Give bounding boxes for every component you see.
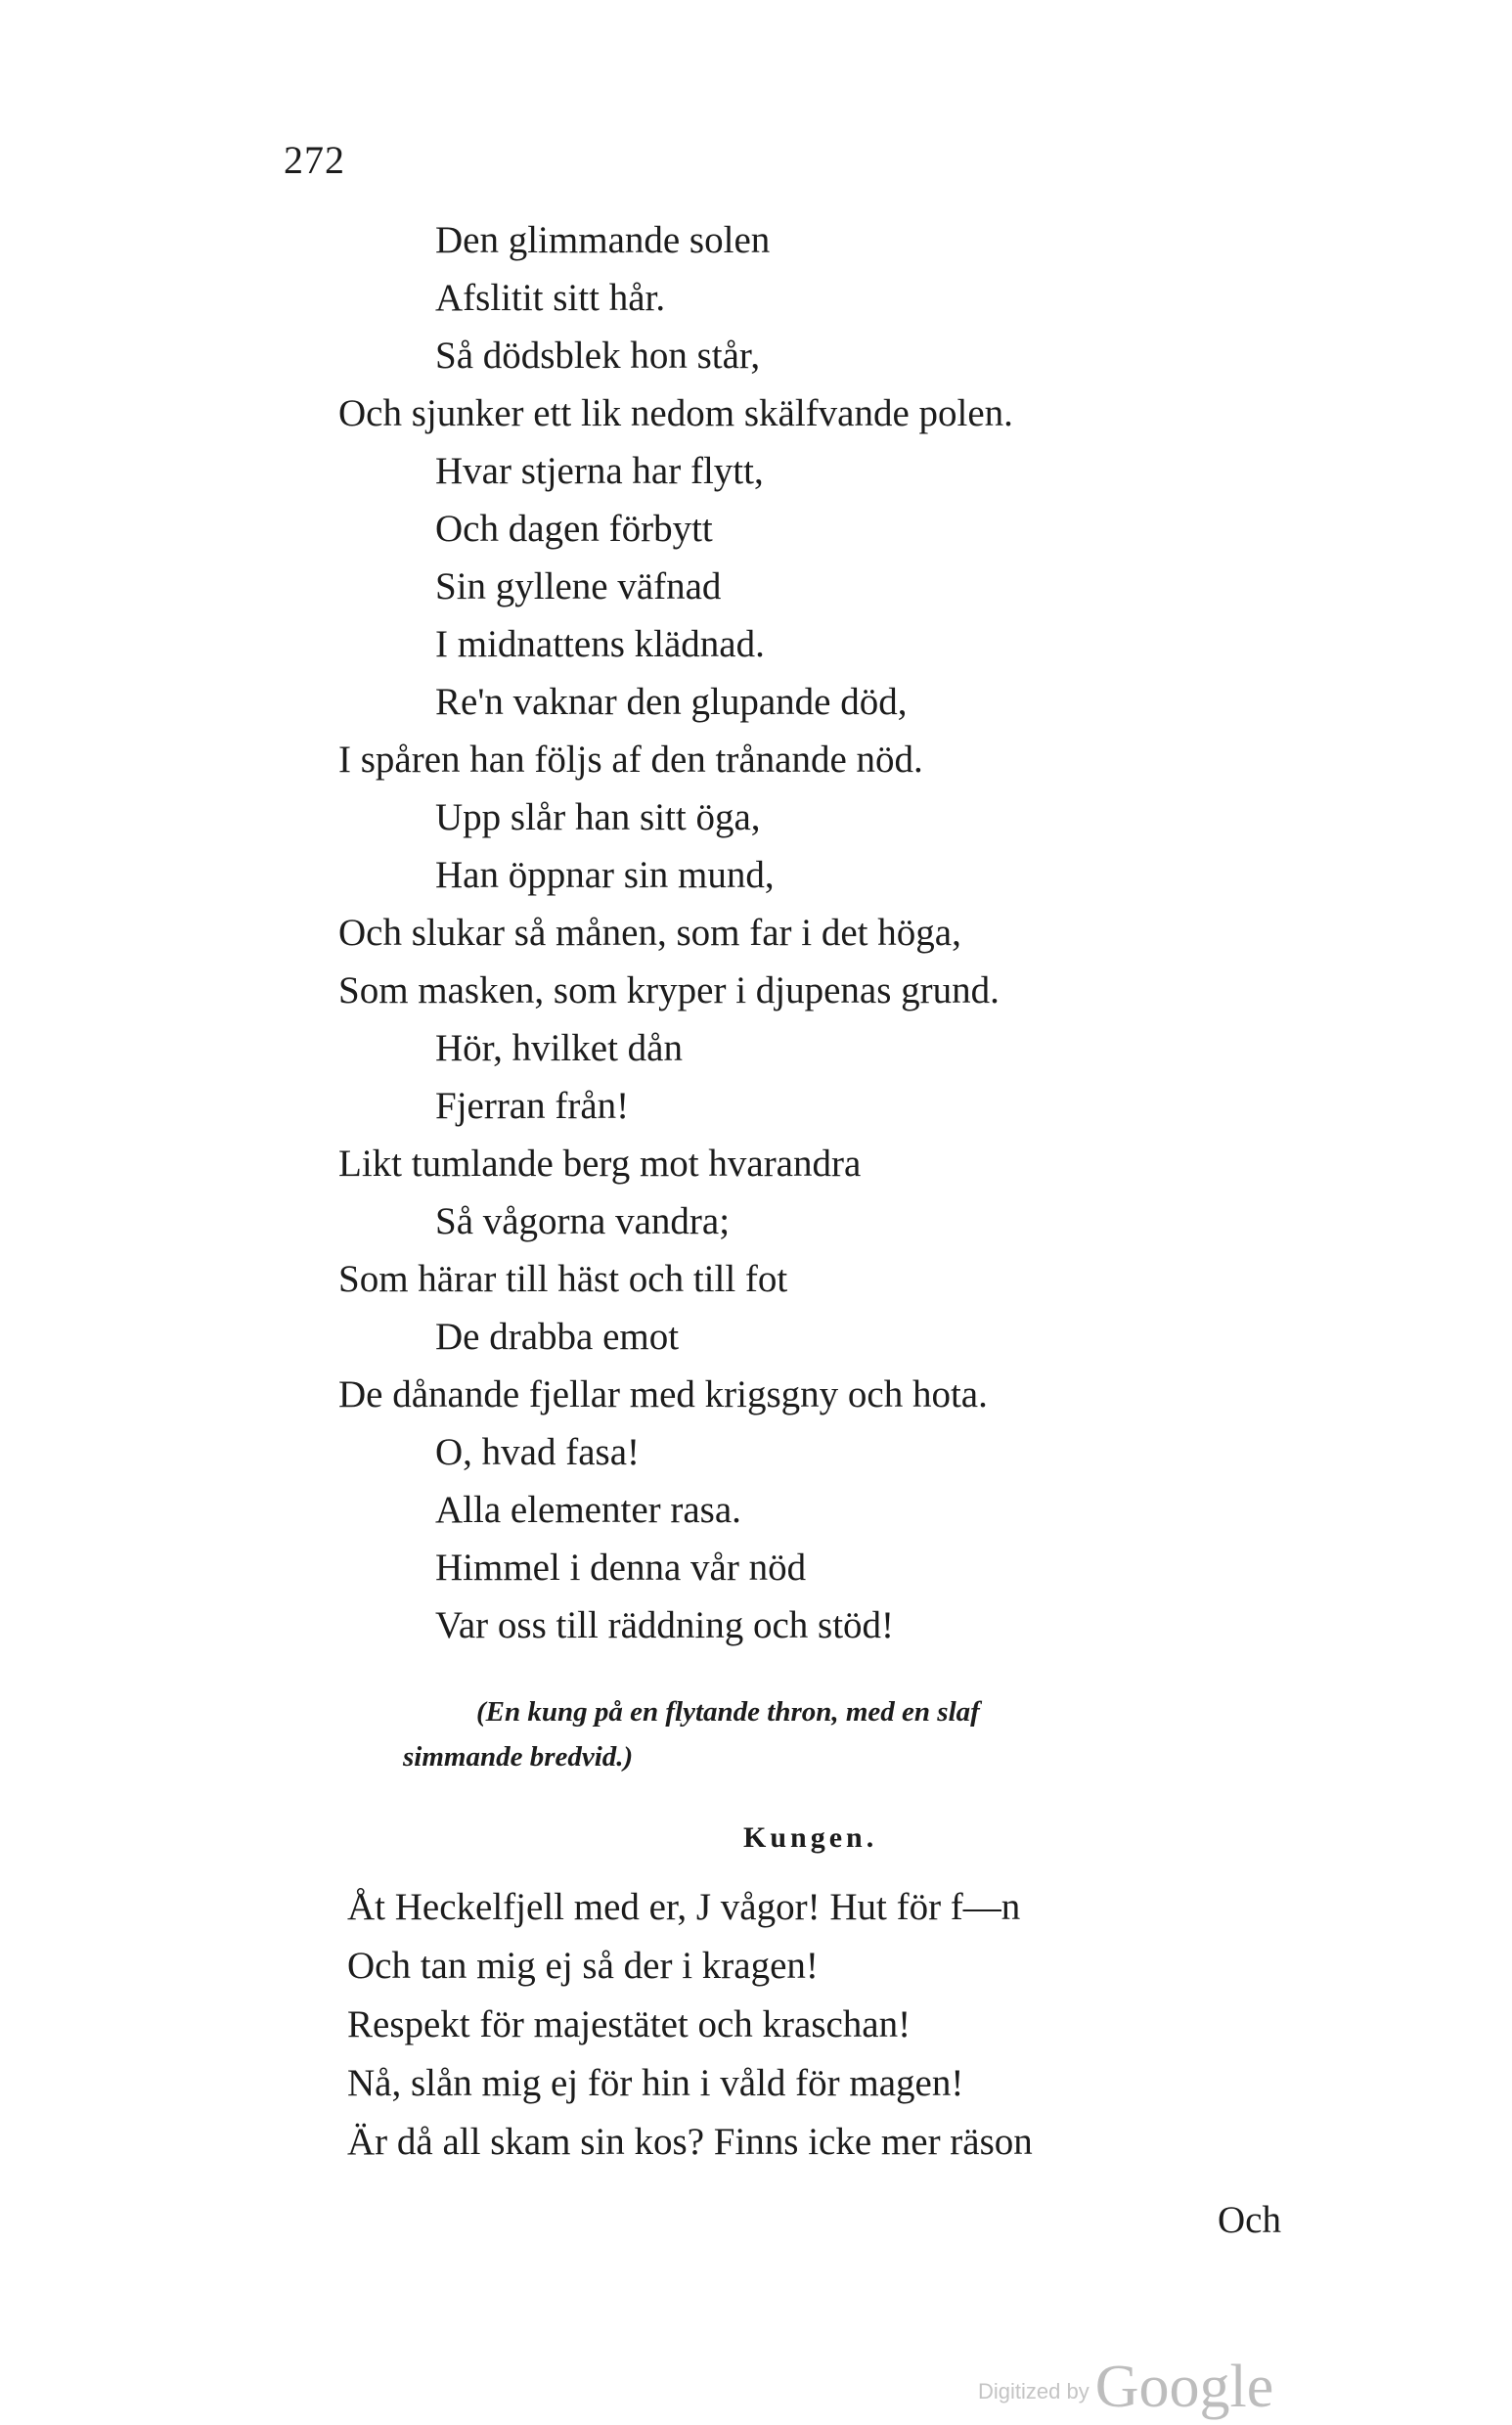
stage-direction-line: (En kung på en flytande thron, med en slaf <box>476 1696 980 1728</box>
verse-line: Som masken, som kryper i djupenas grund. <box>338 969 1000 1011</box>
verse-line: Hör, hvilket dån <box>435 1027 683 1069</box>
verse-line: Och sjunker ett lik nedom skälfvande polen. <box>338 392 1013 434</box>
google-logo: Google <box>1094 2354 1274 2420</box>
verse-line: Upp slår han sitt öga, <box>435 796 761 838</box>
dialogue-line: Är då all skam sin kos? Finns icke mer räson <box>347 2121 1033 2163</box>
verse-line: De dånande fjellar med krigsgny och hota. <box>338 1373 988 1415</box>
verse-line: Hvar stjerna har flytt, <box>435 450 764 492</box>
page-number: 272 <box>284 138 345 182</box>
verse-line: Var oss till räddning och stöd! <box>435 1604 895 1646</box>
verse-line: Afslitit sitt hår. <box>435 277 666 319</box>
verse-line: Så dödsblek hon står, <box>435 335 761 377</box>
verse-line: O, hvad fasa! <box>435 1431 640 1473</box>
verse-line: Re'n vaknar den glupande död, <box>435 681 908 723</box>
verse-line: De drabba emot <box>435 1316 680 1358</box>
verse-line: Sin gyllene väfnad <box>435 565 722 607</box>
verse-line: Och dagen förbytt <box>435 508 713 550</box>
verse-line: Så vågorna vandra; <box>435 1200 731 1242</box>
verse-line: Han öppnar sin mund, <box>435 854 775 896</box>
digitized-watermark <box>978 2353 1273 2422</box>
dialogue-line: Respekt för majestätet och kraschan! <box>347 2003 912 2045</box>
verse-line: Den glimmande solen <box>435 219 771 261</box>
dialogue-line: Åt Heckelfjell med er, J vågor! Hut för f—n <box>347 1886 1021 1928</box>
verse-line: Fjerran från! <box>435 1085 630 1127</box>
watermark-prefix: Digitized by <box>978 2379 1090 2403</box>
verse-line: Likt tumlande berg mot hvarandra <box>338 1143 862 1185</box>
dialogue-line: Och tan mig ej så der i kragen! <box>347 1945 819 1987</box>
verse-line: Alla elementer rasa. <box>435 1489 741 1531</box>
speaker-heading: Kungen. <box>743 1821 878 1854</box>
dialogue-line: Nå, slån mig ej för hin i våld för magen! <box>347 2062 964 2104</box>
verse-line: I spåren han följs af den trånande nöd. <box>338 739 923 781</box>
stage-direction-line: simmande bredvid.) <box>403 1741 634 1773</box>
catchword: Och <box>1218 2199 1281 2241</box>
verse-line: Som härar till häst och till fot <box>338 1258 788 1300</box>
verse-line: Himmel i denna vår nöd <box>435 1547 807 1589</box>
verse-line: Och slukar så månen, som far i det höga, <box>338 912 961 954</box>
verse-line: I midnattens klädnad. <box>435 623 765 665</box>
